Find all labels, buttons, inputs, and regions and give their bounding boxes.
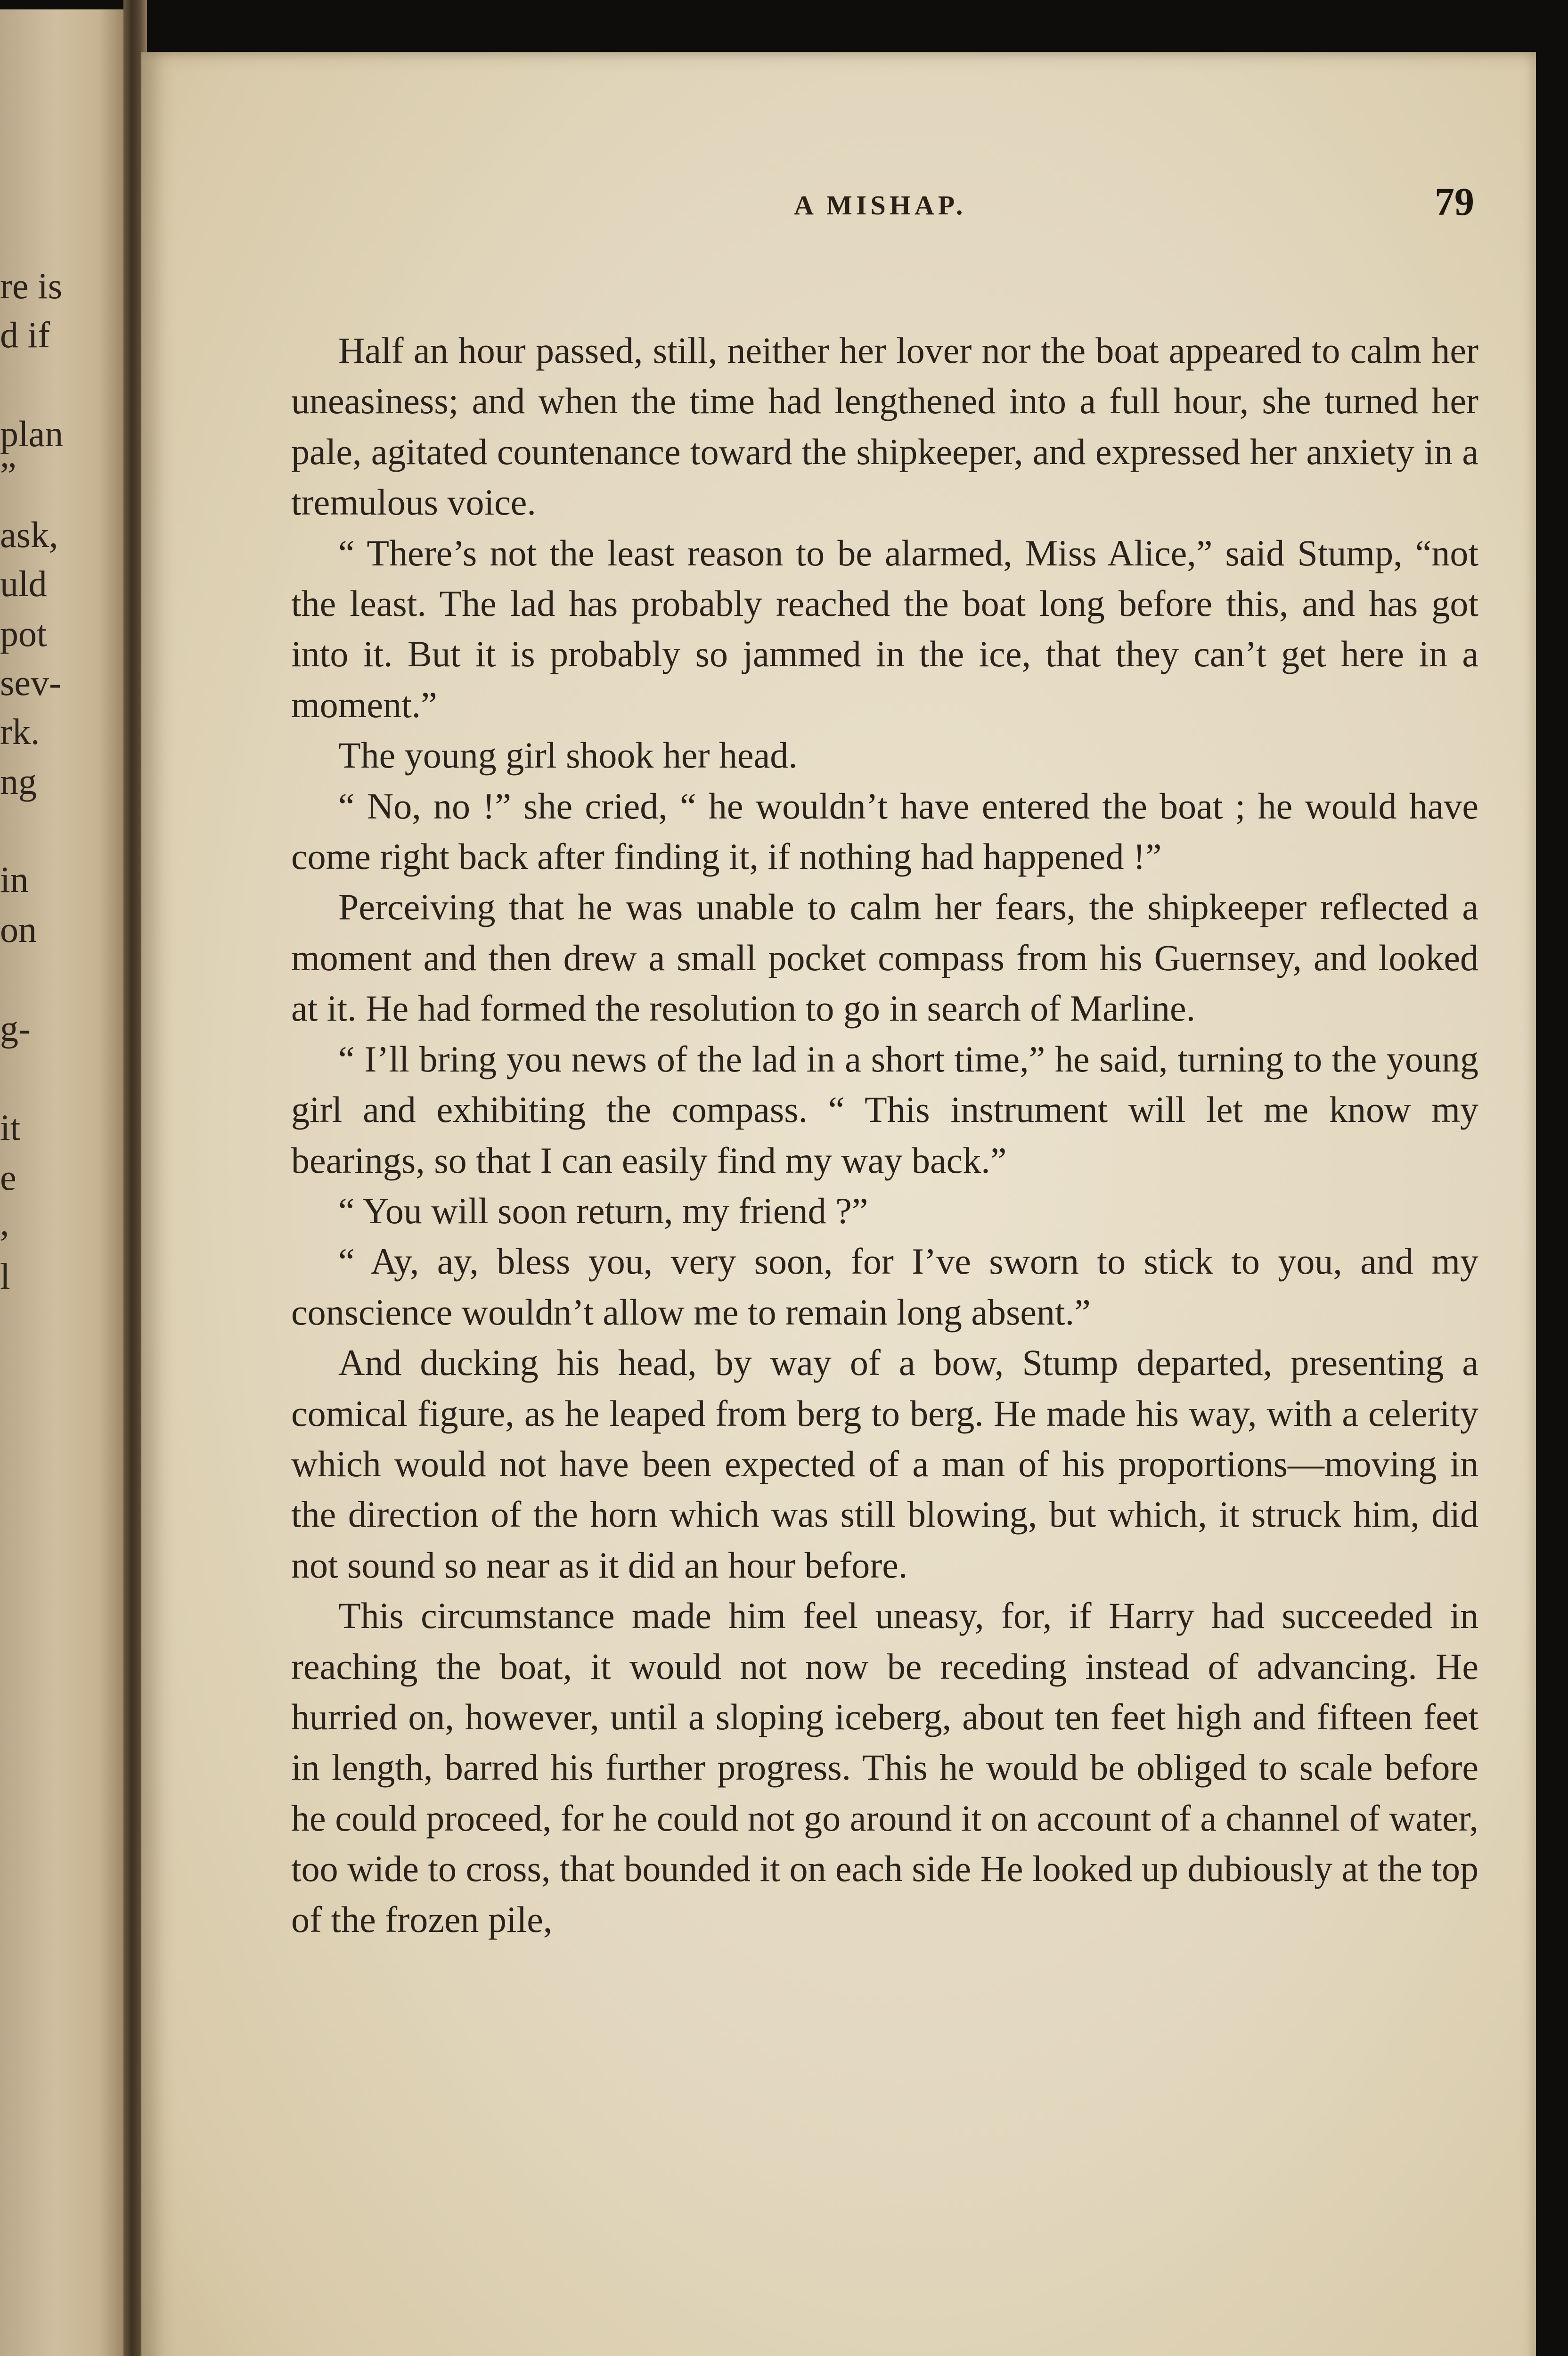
running-head: A MISHAP. [794,190,967,221]
facing-page-fragment: ” [0,455,16,496]
facing-page-fragment: uld [0,563,47,604]
facing-page-fragment: sev- [0,662,61,703]
paragraph: “ I’ll bring you news of the lad in a short time,” he said, turning to the young girl and exhibiting the compass. “ This instrument will let me know my bearings, so that I can easily find my way back.” [291,1038,1478,1181]
facing-page-fragment: in [0,859,29,900]
facing-page-fragment: ask, [0,514,58,555]
facing-page-fragment: l [0,1256,10,1297]
facing-page-fragment: on [0,909,37,950]
facing-page-fragment: d if [0,314,50,355]
paragraph: “ You will soon return, my friend ?” [338,1190,868,1231]
paragraph: And ducking his head, by way of a bow, Stump departed, presenting a comical figure, as he leaped from berg to berg. He made his way, with a celerity which would not have been expected of a man of his proportions—moving in the direction of the horn which was still blowing, but which, it struck him, did not sound so near as it did an hour before. [291,1342,1478,1586]
facing-page-fragment: , [0,1202,9,1243]
paragraph: Half an hour passed, still, neither her lover nor the boat appeared to calm her uneasiness; and when the time had lengthened into a full hour, she turned her pale, agitated countenance toward the shipkeeper, and expressed her anxiety in a tremulous voice. [291,330,1478,523]
paragraph: “ There’s not the least reason to be alarmed, Miss Alice,” said Stump, “not the least. The lad has probably reached the boat long before this, and has got into it. But it is probably so jammed in the ice, that they can’t get here in a moment.” [291,532,1478,725]
paragraph: “ No, no !” she cried, “ he wouldn’t have entered the boat ; he would have come right back after finding it, if nothing had happened !” [291,785,1478,877]
book-page [141,52,1536,2356]
facing-page-fragment: re is [0,265,63,306]
paragraph: This circumstance made him feel uneasy, for, if Harry had succeeded in reaching the boat, it would not now be receding instead of advancing. He hurried on, however, until a sloping iceberg, about ten feet high and fifteen feet in length, barred his further progress. This he would be obliged to scale before he could proceed, for he could not go around it on account of a channel of water, too wide to cross, that bounded it on each side He looked up dubiously at the top of the frozen pile, [291,1595,1478,1940]
facing-page-fragment: plan [0,413,64,454]
facing-page-fragment: rk. [0,711,40,752]
paragraph: Perceiving that he was unable to calm her fears, the shipkeeper reflected a moment and then drew a small pocket compass from his Guernsey, and looked at it. He had formed the resolution to go in search of Marline. [291,886,1478,1029]
facing-page-fragment: it [0,1107,21,1148]
page-number: 79 [1435,180,1474,224]
facing-page [0,9,123,2356]
facing-page-fragment: pot [0,613,47,654]
facing-page-fragment: g- [0,1008,31,1049]
body-text [291,325,1478,1945]
facing-page-fragment: e [0,1157,16,1198]
paragraph: The young girl shook her head. [338,735,798,776]
paragraph: “ Ay, ay, bless you, very soon, for I’ve sworn to stick to you, and my conscience wouldn’t allow me to remain long absent.” [291,1241,1478,1333]
facing-page-fragment: ng [0,761,37,802]
